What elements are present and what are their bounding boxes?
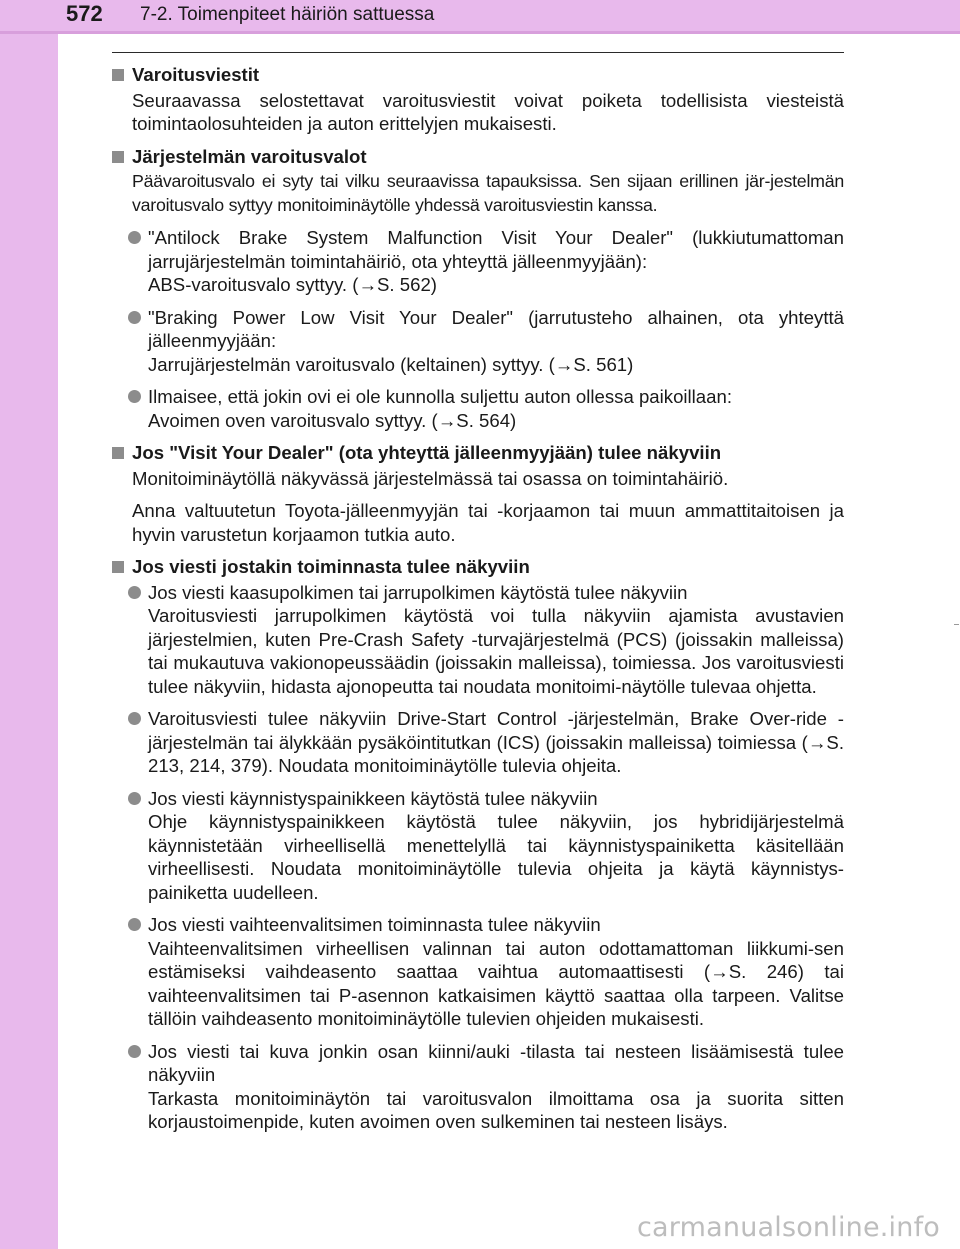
square-bullet-icon — [112, 69, 124, 81]
divider-rule — [112, 52, 844, 53]
paragraph: Seuraavassa selostettavat varoitusviestit voivat poiketa todellisista viesteistä toimintaolosuhteiden ja auton erittelyjen mukaisesti. — [132, 89, 844, 134]
circle-bullet-icon — [128, 712, 141, 725]
paragraph: Päävaroitusvalo ei syty tai vilku seuraavissa tapauksissa. Sen sijaan erillinen jär-jestelmän varoitusvalo syttyy monitoiminäytölle yhdessä varoitusviestin kanssa. — [132, 171, 844, 215]
heading-visit-your-dealer: Jos "Visit Your Dealer" (ota yhteyttä jälleenmyyjään) tulee näkyviin — [112, 441, 844, 465]
list-item: "Antilock Brake System Malfunction Visit Your Dealer" (lukkiutumattoman jarrujärjestelmän toimintahäiriö, ota yhteyttä jälleenmyyjään): ABS-varoitusvalo syttyy. (→S. 562) — [128, 226, 844, 297]
page-content — [112, 63, 844, 1143]
list-item: Jos viesti kaasupolkimen tai jarrupolkimen käytöstä tulee näkyviin Varoitusviesti jarrupolkimen käytöstä voi tulla näkyviin ajamista avustavien järjestelmien, kuten Pre-Crash Safety -turvajärjestelmä (PCS) (joissakin malleissa) tai mukautuva vakionopeussäädin (joissakin malleissa), toimiessa. Jos varoitusviesti tulee näkyviin, hidasta ajonopeutta tai noudata monitoimi-näytölle tulevaa ohjetta. — [128, 581, 844, 699]
list-item: Varoitusviesti tulee näkyviin Drive-Start Control -järjestelmän, Brake Over-ride -järjestelmän tai älykkään pysäköintitutkan (ICS) (joissakin malleissa) toimiessa (→S. 213, 214, 379). Noudata monitoiminäytölle tulevia ohjeita. — [128, 707, 844, 778]
paragraph: Monitoiminäytöllä näkyvässä järjestelmässä tai osassa on toimintahäiriö. — [132, 467, 729, 489]
list-item: Jos viesti tai kuva jonkin osan kiinni/auki -tilasta tai nesteen lisäämisestä tulee näkyviin Tarkasta monitoiminäytön tai varoitusvalon ilmoittama osa ja suorita sitten korjaustoimenpide, kuten avoimen oven sulkeminen tai nesteen lisäys. — [128, 1040, 844, 1134]
circle-bullet-icon — [128, 231, 141, 244]
watermark: carmanualsonline.info — [637, 1212, 940, 1243]
circle-bullet-icon — [128, 1045, 141, 1058]
circle-bullet-icon — [128, 311, 141, 324]
section-title: 7-2. Toimenpiteet häiriön sattuessa — [140, 4, 435, 25]
list-item: Jos viesti käynnistyspainikkeen käytöstä tulee näkyviin Ohje käynnistyspainikkeen käytöstä tulee näkyviin, jos hybridijärjestelmä käynnistetään virheellisellä menettelyllä tai käynnistyspainiketta käsitellään virheellisesti. Noudata monitoiminäytölle tulevia ohjeita ja käytä käynnistys-painiketta uudelleen. — [128, 787, 844, 905]
list-item: Ilmaisee, että jokin ovi ei ole kunnolla suljettu auton ollessa paikoillaan: Avoimen oven varoitusvalo syttyy. (→S. 564) — [128, 385, 844, 432]
heading-jarjestelman-varoitusvalot: Järjestelmän varoitusvalot — [112, 145, 844, 169]
circle-bullet-icon — [128, 586, 141, 599]
square-bullet-icon — [112, 447, 124, 459]
heading-toiminnasta: Jos viesti jostakin toiminnasta tulee näkyviin — [112, 555, 844, 579]
heading-varoitusviestit: Varoitusviestit — [112, 63, 844, 87]
square-bullet-icon — [112, 561, 124, 573]
list-item: "Braking Power Low Visit Your Dealer" (jarrutusteho alhainen, ota yhteyttä jälleenmyyjään: Jarrujärjestelmän varoitusvalo (keltainen) syttyy. (→S. 561) — [128, 306, 844, 377]
side-tab-band — [0, 0, 58, 1249]
paragraph: Anna valtuutetun Toyota-jälleenmyyjän tai -korjaamon tai muun ammattitaitoisen ja hyvin varustetun korjaamon tutkia auto. — [132, 500, 844, 545]
margin-tick — [954, 624, 959, 625]
circle-bullet-icon — [128, 918, 141, 931]
circle-bullet-icon — [128, 390, 141, 403]
square-bullet-icon — [112, 151, 124, 163]
circle-bullet-icon — [128, 792, 141, 805]
list-item: Jos viesti vaihteenvalitsimen toiminnasta tulee näkyviin Vaihteenvalitsimen virheellisen valinnan tai auton odottamattoman liikkumi-sen estämiseksi vaihdeasento saattaa vaihtua automaattisesti (→S. 246) tai vaihteenvalitsimen tai P-asennon katkaisimen käyttö saattaa olla tarpeen. Valitse tällöin vaihdeasento monitoiminäytölle tulevien ohjeiden mukaisesti. — [128, 913, 844, 1031]
page-number: 572 — [66, 1, 103, 26]
